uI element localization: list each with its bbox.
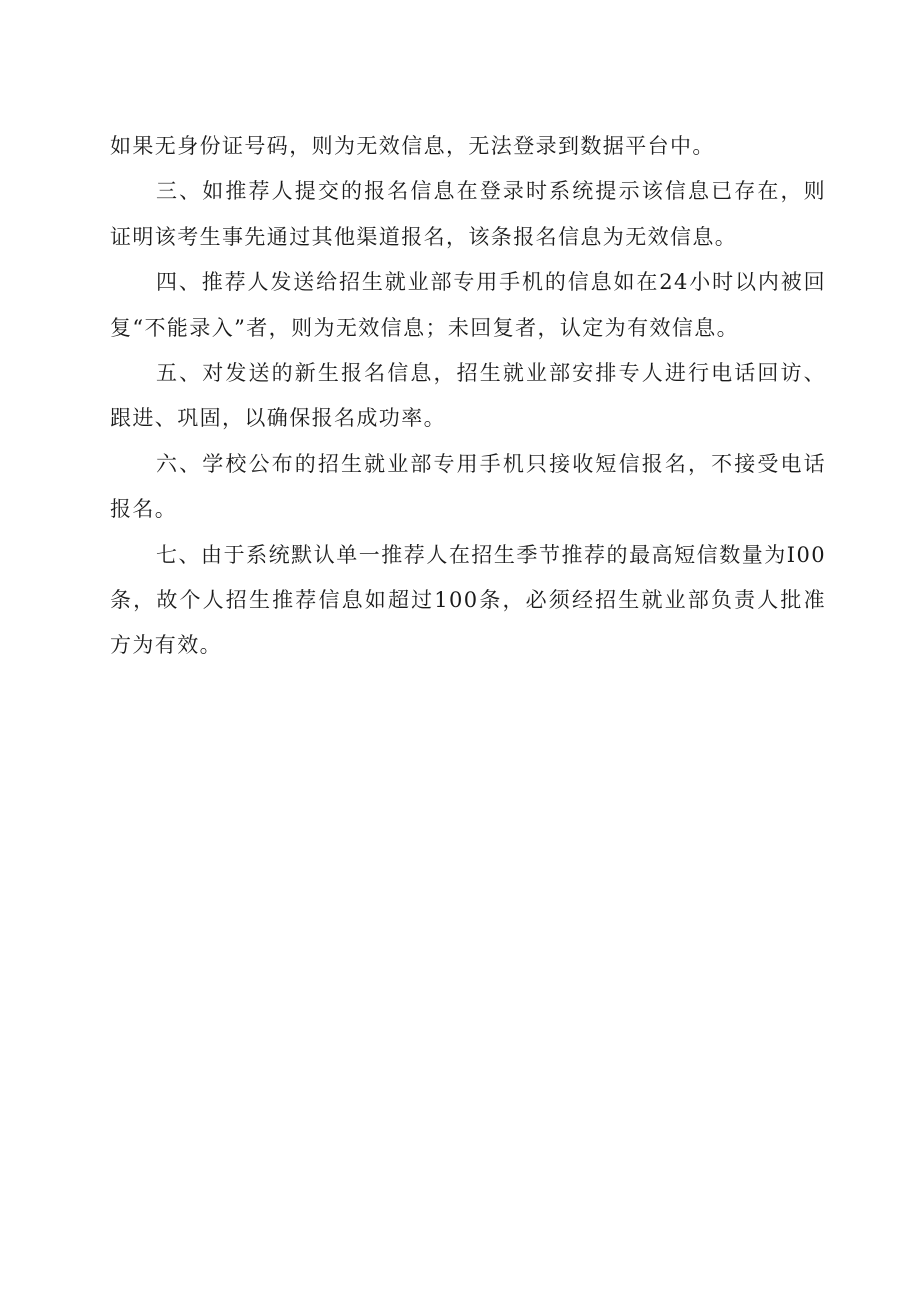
paragraph-item-4: 四、推荐人发送给招生就业部专用手机的信息如在24小时以内被回复“不能录入”者，则为无效信息；未回复者，认定为有效信息。 xyxy=(110,270,826,340)
paragraph-item-7: 七、由于系统默认单一推荐人在招生季节推荐的最高短信数量为I00条，故个人招生推荐信息如超过100条，必须经招生就业部负责人批准方为有效。 xyxy=(110,542,826,658)
document-body xyxy=(110,124,826,669)
paragraph-item-3: 三、如推荐人提交的报名信息在登录时系统提示该信息已存在，则证明该考生事先通过其他渠道报名，该条报名信息为无效信息。 xyxy=(110,179,826,249)
paragraph-continuation: 如果无身份证号码，则为无效信息，无法登录到数据平台中。 xyxy=(110,134,715,158)
paragraph-item-5: 五、对发送的新生报名信息，招生就业部安排专人进行电话回访、跟进、巩固，以确保报名成功率。 xyxy=(110,361,826,431)
paragraph-item-6: 六、学校公布的招生就业部专用手机只接收短信报名，不接受电话报名。 xyxy=(110,451,826,522)
